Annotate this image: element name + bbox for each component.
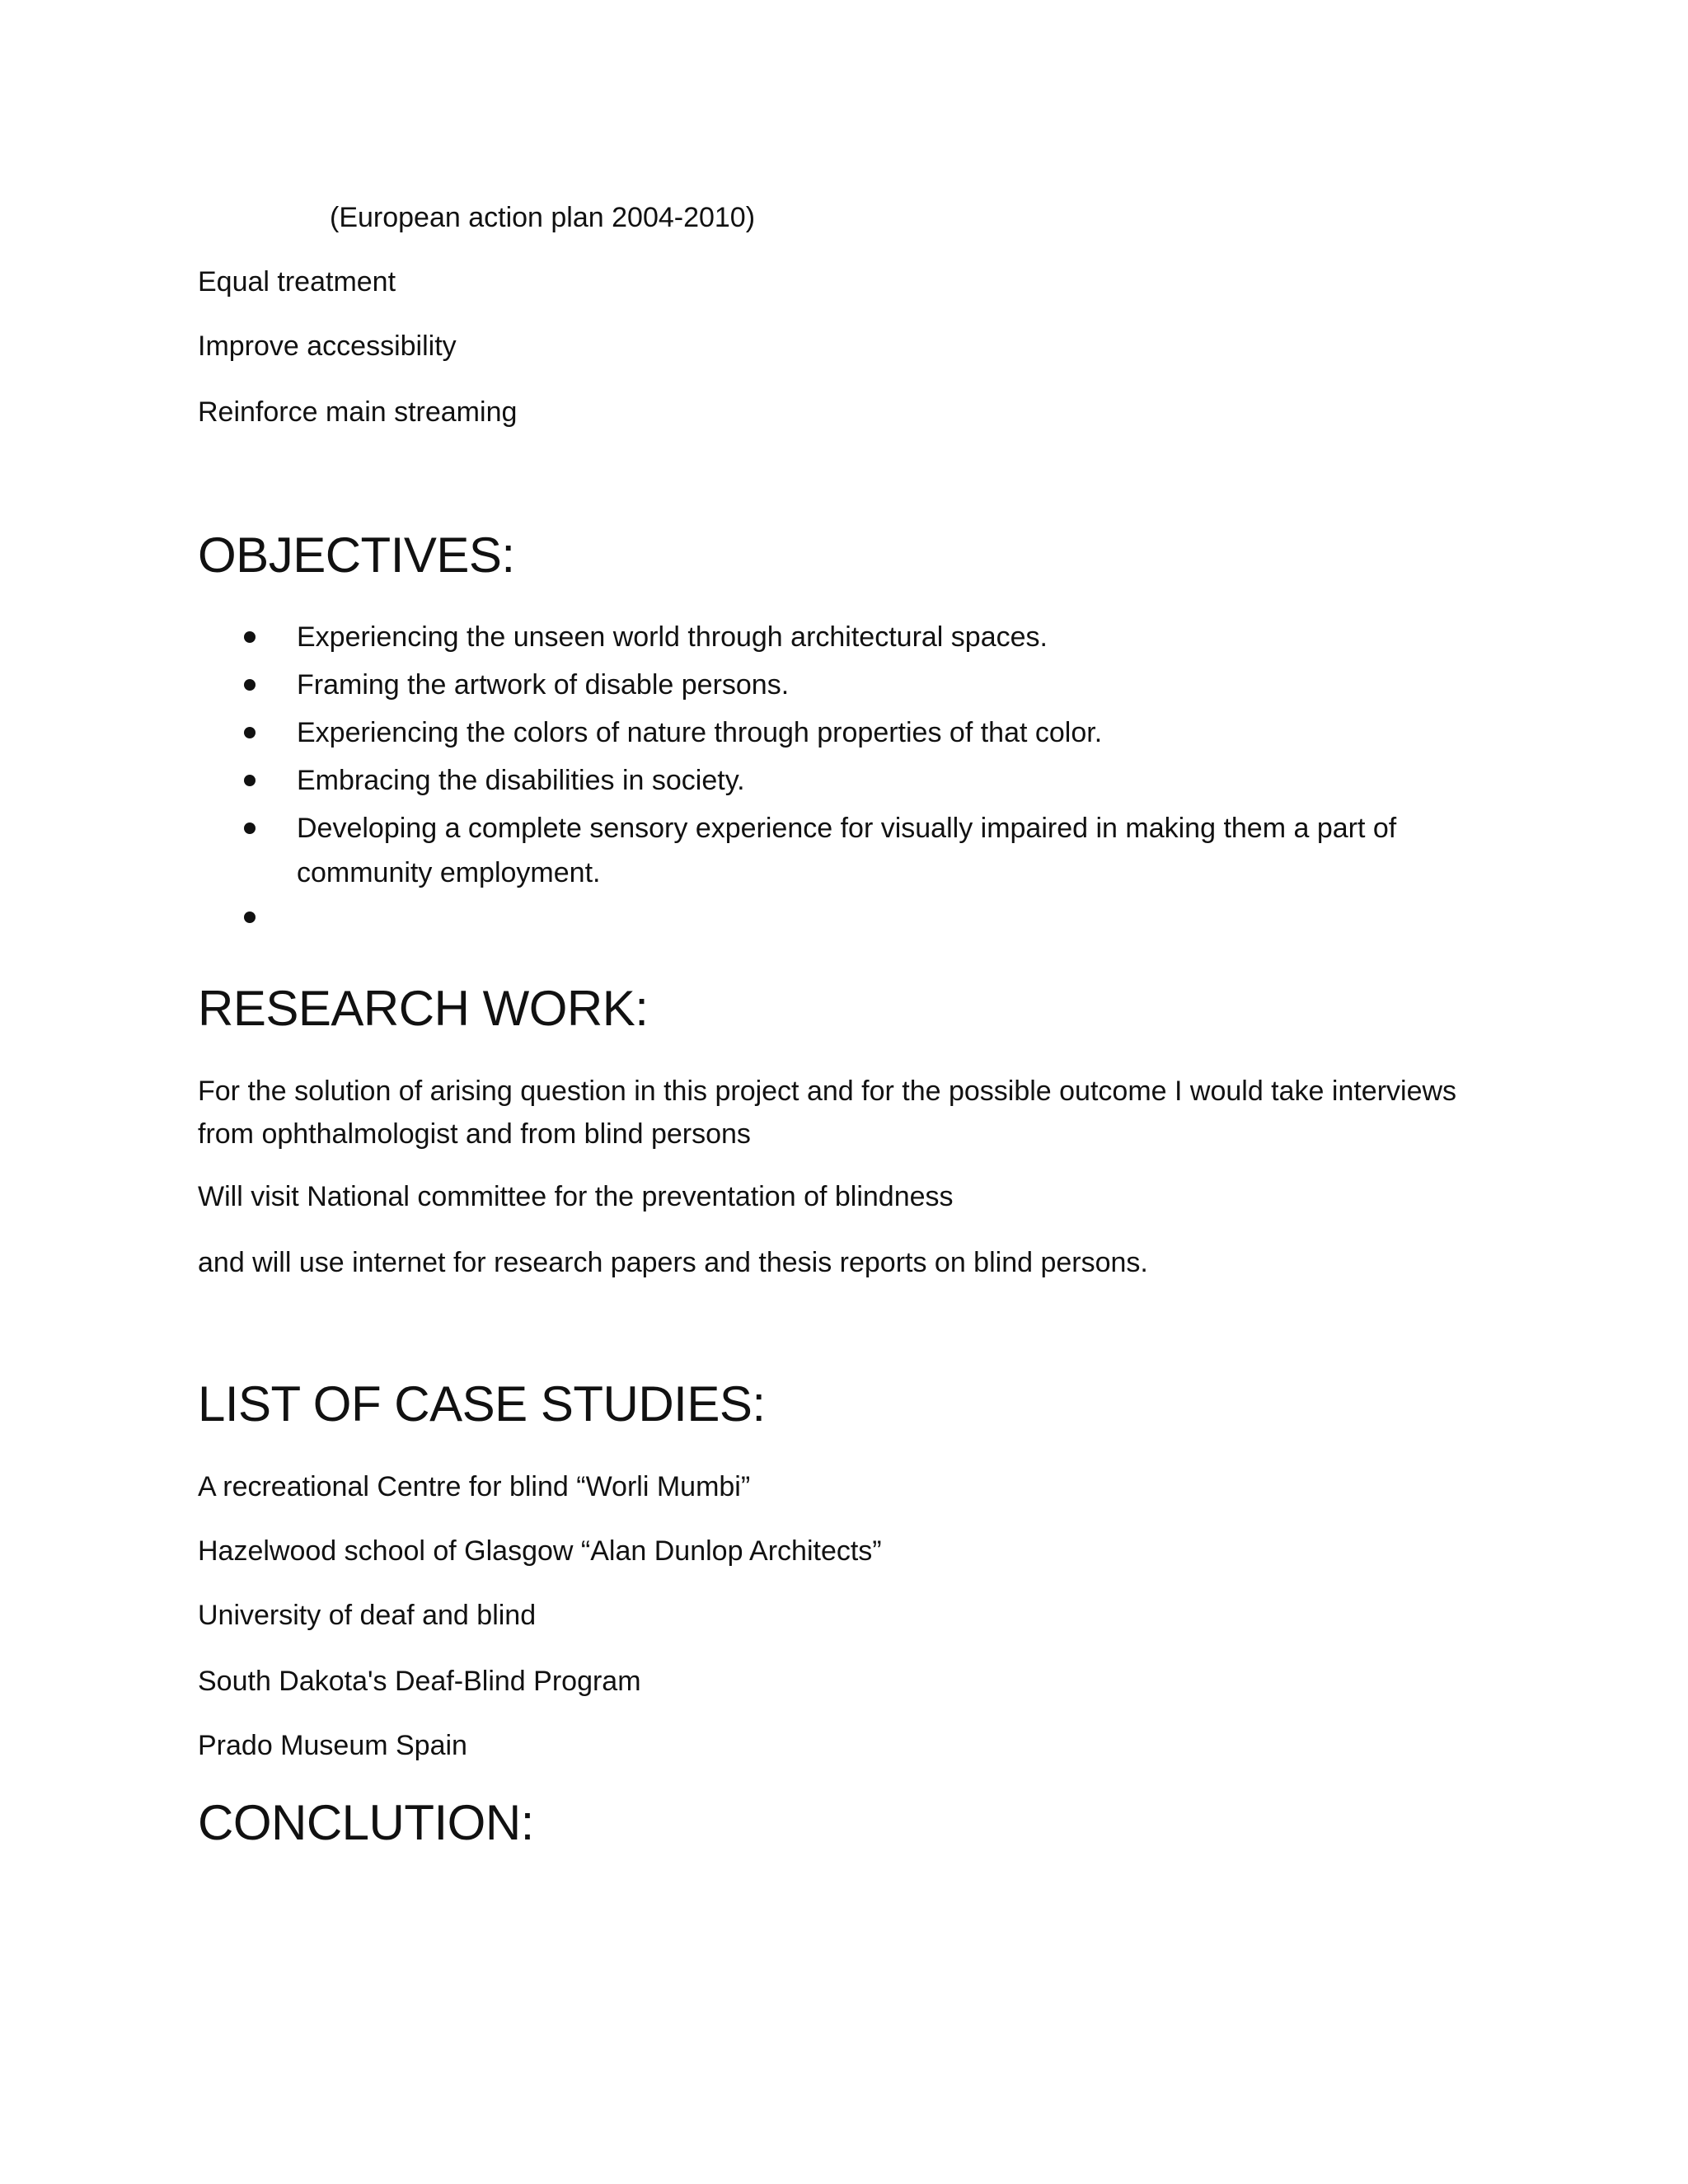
case-study-item: South Dakota's Deaf-Blind Program	[198, 1666, 641, 1697]
bullet-icon	[244, 823, 256, 834]
objective-item	[198, 710, 1484, 758]
bullet-icon	[244, 631, 256, 643]
objective-item	[198, 615, 1484, 663]
objective-text: Embracing the disabilities in society.	[297, 765, 745, 796]
case-study-item: Hazelwood school of Glasgow “Alan Dunlop Architects”	[198, 1535, 882, 1567]
objective-item	[198, 758, 1484, 806]
objective-text: Developing a complete sensory experience for visually impaired in making them a part of community employment.	[297, 813, 1397, 888]
research-paragraph: Will visit National committee for the preventation of blindness	[198, 1181, 954, 1212]
objectives-list	[198, 615, 1484, 943]
research-paragraph: and will use internet for research papers and thesis reports on blind persons.	[198, 1247, 1148, 1278]
objectives-heading: OBJECTIVES:	[198, 527, 515, 583]
intro-item: Reinforce main streaming	[198, 396, 518, 428]
objective-text: Framing the artwork of disable persons.	[297, 669, 790, 701]
objective-item	[198, 806, 1484, 895]
bullet-icon	[244, 679, 256, 691]
bullet-icon	[244, 775, 256, 786]
objective-text: Experiencing the colors of nature through properties of that color.	[297, 717, 1103, 748]
case-study-item: University of deaf and blind	[198, 1600, 537, 1631]
intro-item: Equal treatment	[198, 266, 396, 298]
objective-text: Experiencing the unseen world through architectural spaces.	[297, 621, 1048, 653]
conclusion-heading: CONCLUTION:	[198, 1795, 534, 1850]
case-studies-heading: LIST OF CASE STUDIES:	[198, 1376, 766, 1432]
action-plan-title: (European action plan 2004-2010)	[330, 202, 756, 233]
case-study-item: Prado Museum Spain	[198, 1730, 467, 1761]
intro-item: Improve accessibility	[198, 330, 457, 362]
bullet-icon	[244, 727, 256, 738]
research-paragraph: For the solution of arising question in this project and for the possible outcome I would take interviews from ophthalmologist and from blind persons	[198, 1076, 1457, 1150]
research-heading: RESEARCH WORK:	[198, 981, 649, 1036]
case-study-item: A recreational Centre for blind “Worli Mumbi”	[198, 1471, 751, 1502]
bullet-icon	[244, 912, 256, 923]
objective-item	[198, 663, 1484, 710]
objective-item	[198, 895, 1484, 943]
